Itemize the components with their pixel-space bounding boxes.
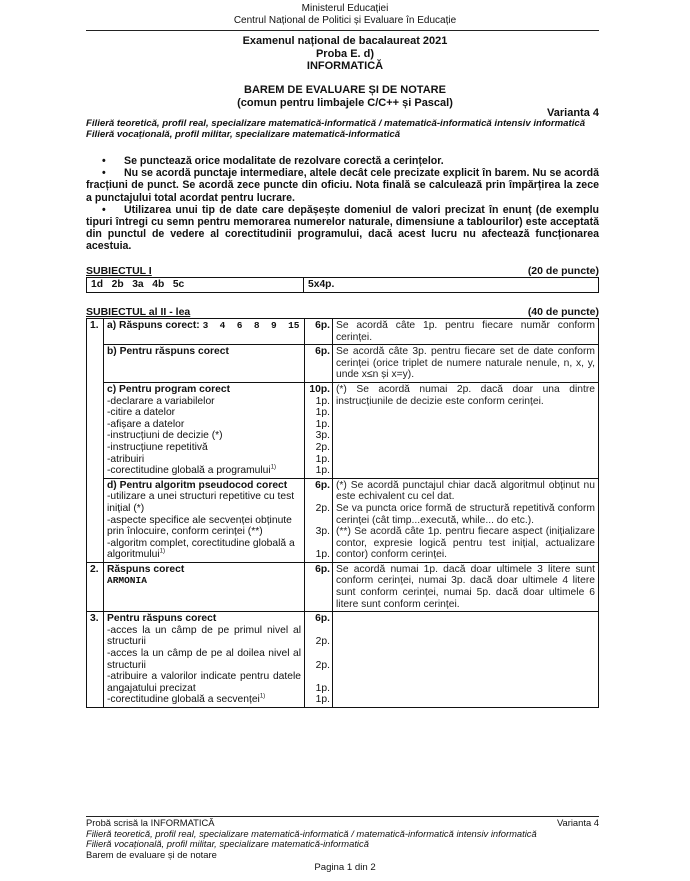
q2-points: 6p. (305, 562, 333, 611)
q2-comment: Se acordă numai 1p. dacă doar ultimele 3 litere sunt conform cerinței, numai 3p. dacă doar ultimele 4 litere sunt conform cerinței, numai 5p. dacă doar ultimele 6 litere sunt conform cerinței. (333, 562, 599, 611)
subiect1-points: (20 de puncte) (527, 265, 599, 277)
footnote-mark: 1) (159, 548, 165, 555)
page-number: Pagina 1 din 2 (314, 862, 376, 873)
q1b-points: 6p. (305, 345, 333, 383)
footer-filiera-1: Filieră teoretică, profil real, specializare matematică-informatică / matematică-informatică intensiv informatică (86, 827, 537, 839)
criterion: -algoritm complet, corectitudine globală a algoritmului$^{1)}$ (107, 537, 295, 561)
filiera-line-1: Filieră teoretică, profil real, specializare matematică-informatică / matematică-informatică intensiv informatică (86, 118, 586, 129)
rule-item: • Nu se acordă punctaje intermediare, altele decât cele precizate explicit în barem. Nu se acordă fracțiuni de punct. Se acordă zece puncte din oficiu. Nota finală se calculează prin împărțirea la zece a punctajului total acordat pentru lucrare. (86, 167, 599, 204)
subiect1-title: SUBIECTUL I (86, 265, 152, 277)
q1a-comment: Se acordă câte 1p. pentru fiecare număr conform cerinței. (333, 319, 599, 345)
header-divider (86, 30, 599, 31)
criterion: -corectitudine globală a programului$^{1)}$ (107, 464, 277, 477)
criterion: -atribuiri (107, 453, 145, 465)
document-footer (86, 818, 599, 860)
q2-cell (104, 562, 305, 611)
q1d-comment: (*) Se acordă punctajul chiar dacă algoritmul obținut nu este echivalent cu cel dat. Se va puncta orice formă de structură repetitivă conform cerinței (cât timp...execută, while... do etc.). (**) Se acordă câte 1p. pentru fiecare aspect (inițializare contor, expresie logică pentru test inițial, actualizare contor) conform cerinței. (333, 478, 599, 562)
center-name: Centrul Național de Politici și Evaluare în Educație (233, 15, 457, 26)
general-rules (86, 155, 599, 253)
footnote-mark: 1) (259, 693, 266, 700)
exam-subject: INFORMATICĂ (306, 60, 384, 72)
variant-label: Varianta 4 (547, 107, 599, 119)
q2-title: Răspuns corect (107, 563, 185, 575)
bullet-icon: • (102, 167, 106, 180)
footer-filiera-2: Filieră vocațională, profil militar, specializare matematică-informatică (86, 838, 369, 850)
rule-item: • Se punctează orice modalitate de rezolvare corectă a cerințelor. (102, 155, 444, 167)
exam-proba: Proba E. d) (315, 47, 375, 60)
subiect1-table (86, 277, 599, 293)
barem-languages: (comun pentru limbajele C/C++ și Pascal) (237, 96, 453, 109)
table-row (87, 319, 599, 345)
q1a-points: 6p. (305, 319, 333, 345)
exam-title-block (0, 35, 690, 73)
subiect2-points: (40 de puncte) (527, 306, 599, 318)
subiect2-title: SUBIECTUL al II - lea (86, 306, 191, 318)
rule-item: • Utilizarea unui tip de date care depășește domeniul de valori precizat în enunț (de exemplu tipuri întregi cu semn pentru memorarea numerelor naturale, dimensiune a tablourilor) este acceptată din punctul de vedere al corectitudinii programului, dacă acest lucru nu afectează funcționarea acestuia. (86, 203, 599, 253)
criterion: -corectitudine globală a secvenței$^{1)}$ (107, 693, 266, 706)
q1c-title: c) Pentru program corect (107, 383, 231, 395)
footer-variant: Varianta 4 (556, 817, 599, 828)
q1c-cell (104, 382, 305, 478)
subiect1-answers: 1d 2b 3a 4b 5c (87, 278, 304, 293)
q3-comment (333, 612, 599, 708)
table-row (87, 345, 599, 383)
table-row (87, 382, 599, 478)
barem-title-block (0, 84, 690, 109)
ministry-name: Ministerul Educației (301, 3, 389, 14)
q1b-comment: Se acordă câte 3p. pentru fiecare set de date conform cerinței (orice triplet de numere naturale nenule, n, x, y, unde x≤n și x=y). (333, 345, 599, 383)
bullet-icon: • (102, 155, 106, 167)
criterion: -instrucțiune repetitivă (107, 441, 208, 453)
subiect1-header (86, 265, 599, 277)
q3-cell (104, 612, 305, 708)
q1b-title: b) Pentru răspuns corect (104, 345, 305, 383)
criterion: -citire a datelor (107, 407, 176, 419)
criterion: -acces la un câmp de pe al doilea nivel al structurii (107, 648, 301, 671)
criterion: -afișare a datelor (107, 418, 185, 430)
filiera-line-2: Filieră vocațională, profil militar, specializare matematică-informatică (86, 129, 401, 140)
q3-points: 6p. 2p. 2p. 1p. 1p. (305, 612, 333, 708)
footer-barem: Barem de evaluare și de notare (86, 848, 217, 860)
q1a-answer: 3 4 6 8 9 15 (202, 320, 300, 331)
footer-subject: Probă scrisă la INFORMATICĂ (86, 817, 215, 828)
table-row (87, 562, 599, 611)
q2-answer: ARMONIA (107, 575, 147, 587)
question-number: 2. (87, 562, 104, 611)
q1c-comment: (*) Se acordă numai 2p. dacă doar una dintre instrucțiunile de decizie este conform cerinței. (333, 382, 599, 478)
question-number: 1. (87, 319, 104, 563)
subiect1-scoring: 5x4p. (304, 278, 599, 293)
criterion: -declarare a variabilelor (107, 395, 215, 407)
barem-title: BAREM DE EVALUARE ȘI DE NOTARE (244, 84, 446, 96)
exam-title: Examenul național de bacalaureat 2021 (242, 35, 448, 47)
bullet-icon: • (102, 203, 106, 216)
q1d-cell (104, 478, 305, 562)
question-number: 3. (87, 612, 104, 708)
q3-title: Pentru răspuns corect (107, 613, 217, 625)
table-row (87, 278, 599, 293)
table-row (87, 612, 599, 708)
q1d-points: 6p. 2p. 3p. 1p. (305, 478, 333, 562)
criterion: -instrucțiuni de decizie (*) (107, 430, 223, 442)
criterion: -acces la un câmp de pe primul nivel al structurii (107, 624, 301, 648)
document-header (0, 3, 690, 27)
criterion: -atribuire a valorilor indicate pentru datele angajatului precizat (107, 671, 301, 694)
q1d-title: d) Pentru algoritm pseudocod corect (107, 479, 288, 491)
subiect2-table (86, 318, 599, 708)
criterion: -aspecte specifice ale secvenței obținute prin înlocuire, conform cerinței (**) (107, 514, 292, 538)
q1c-points: 10p. 1p. 1p. 1p. 3p. 2p. 1p. 1p. (305, 382, 333, 478)
criterion: -utilizare a unei structuri repetitive cu test inițial (*) (107, 491, 295, 514)
table-row (87, 478, 599, 562)
footnote-mark: 1) (270, 464, 277, 471)
subiect2-header (86, 306, 599, 318)
q1a-cell: a) Răspuns corect: 3 4 6 8 9 15 (104, 319, 305, 345)
